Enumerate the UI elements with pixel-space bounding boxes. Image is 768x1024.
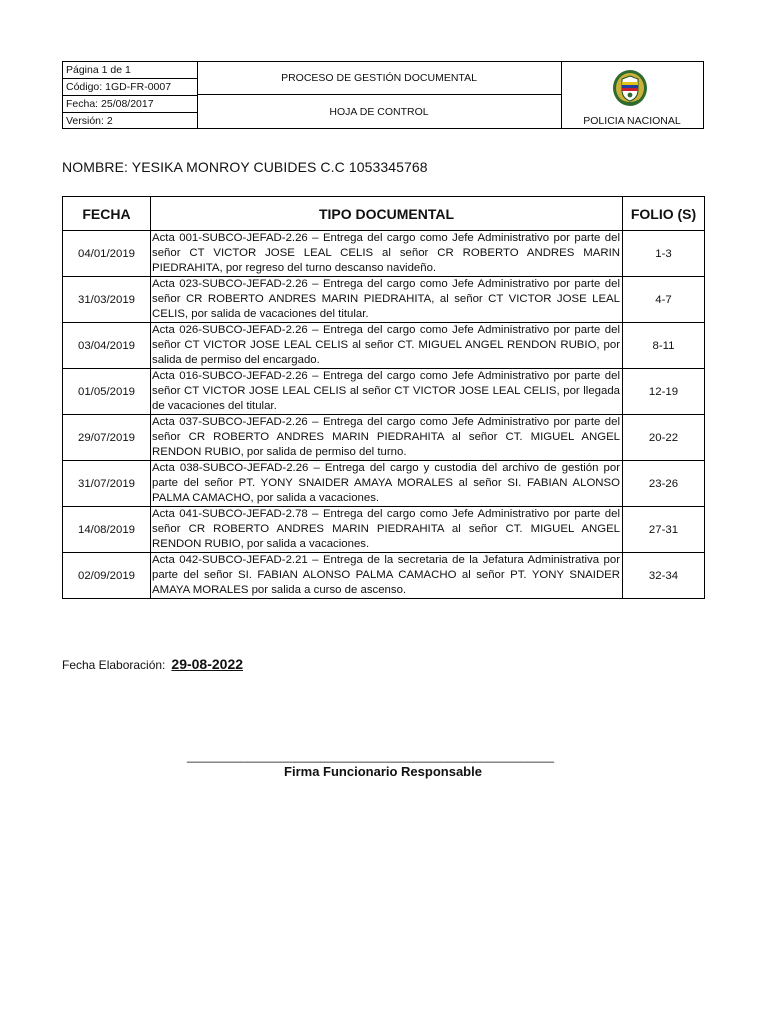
table-row (63, 231, 705, 277)
elaboration-value: 29-08-2022 (171, 656, 244, 672)
cell-fecha: 14/08/2019 (63, 507, 151, 553)
cell-fecha: 31/07/2019 (63, 461, 151, 507)
cell-tipo: Acta 042-SUBCO-JEFAD-2.21 – Entrega de la secretaria de la Jefatura Administrativa por parte del señor SI. FABIAN ALONSO PALMA CAMACHO al señor PT. YONY SNAIDER AMAYA MORALES por salida a curso de ascenso. (151, 553, 623, 599)
signature-label-text: Firma Funcionario Responsable (284, 764, 482, 779)
cell-folio: 27-31 (623, 507, 705, 553)
table-row (63, 277, 705, 323)
document-date: Fecha: 25/08/2017 (63, 96, 197, 113)
cell-folio: 4-7 (623, 277, 705, 323)
cell-fecha: 02/09/2019 (63, 553, 151, 599)
cell-fecha: 04/01/2019 (63, 231, 151, 277)
elaboration-date (62, 656, 243, 672)
signature-line: _______________________________________________________ (187, 749, 555, 763)
process-title: PROCESO DE GESTIÓN DOCUMENTAL (197, 62, 561, 95)
column-header-tipo: TIPO DOCUMENTAL (151, 197, 623, 231)
cell-folio: 20-22 (623, 415, 705, 461)
police-shield-logo-icon (611, 68, 649, 108)
document-code: Código: 1GD-FR-0007 (63, 79, 197, 96)
document-version: Versión: 2 (66, 115, 113, 127)
control-table (62, 196, 705, 599)
column-header-fecha: FECHA (63, 197, 151, 231)
header-titles (197, 62, 562, 128)
cell-folio: 1-3 (623, 231, 705, 277)
cell-tipo: Acta 023-SUBCO-JEFAD-2.26 – Entrega del cargo como Jefe Administrativo por parte del señor CR ROBERTO ANDRES MARIN PIEDRAHITA, al señor CT VICTOR JOSE LEAL CELIS, por salida de vacaciones del titular. (151, 277, 623, 323)
cell-folio: 12-19 (623, 369, 705, 415)
cell-tipo: Acta 016-SUBCO-JEFAD-2.26 – Entrega del cargo como Jefe Administrativo por parte del señor CT VICTOR JOSE LEAL CELIS al señor CT VICTOR JOSE LEAL CELIS, por llegada de vacaciones del titular. (151, 369, 623, 415)
table-header-row (63, 197, 705, 231)
column-header-folio: FOLIO (S) (623, 197, 705, 231)
table-row (63, 507, 705, 553)
cell-tipo: Acta 038-SUBCO-JEFAD-2.26 – Entrega del cargo y custodia del archivo de gestión por parte del señor PT. YONY SNAIDER AMAYA MORALES al señor SI. FABIAN ALONSO PALMA CAMACHO, por salida a vacaciones. (151, 461, 623, 507)
cell-fecha: 03/04/2019 (63, 323, 151, 369)
cell-tipo: Acta 041-SUBCO-JEFAD-2.78 – Entrega del cargo como Jefe Administrativo por parte del señor CR ROBERTO ANDRES MARIN PIEDRAHITA al señor CT. MIGUEL ANGEL RENDON RUBIO, por salida a vacaciones. (151, 507, 623, 553)
signature-label (0, 764, 768, 779)
document-header (62, 61, 704, 129)
person-name: NOMBRE: YESIKA MONROY CUBIDES C.C 1053345768 (62, 159, 428, 175)
cell-tipo: Acta 001-SUBCO-JEFAD-2.26 – Entrega del cargo como Jefe Administrativo por parte del señor CT VICTOR JOSE LEAL CELIS al señor CR ROBERTO ANDRES MARIN PIEDRAHITA, por regreso del turno descanso navideño. (151, 231, 623, 277)
organization-name: POLICIA NACIONAL (583, 115, 681, 127)
table-row (63, 323, 705, 369)
table-row (63, 461, 705, 507)
table-row (63, 553, 705, 599)
header-logo-cell (561, 62, 703, 128)
cell-folio: 23-26 (623, 461, 705, 507)
header-meta (63, 62, 198, 128)
sheet-title: HOJA DE CONTROL (329, 106, 429, 118)
cell-fecha: 31/03/2019 (63, 277, 151, 323)
cell-tipo: Acta 037-SUBCO-JEFAD-2.26 – Entrega del cargo como Jefe Administrativo por parte del señor CR ROBERTO ANDRES MARIN PIEDRAHITA al señor CT. MIGUEL ANGEL RENDON RUBIO, por salida de permiso del turno. (151, 415, 623, 461)
page-number: Página 1 de 1 (63, 62, 197, 79)
cell-folio: 32-34 (623, 553, 705, 599)
cell-fecha: 01/05/2019 (63, 369, 151, 415)
table-row (63, 415, 705, 461)
cell-fecha: 29/07/2019 (63, 415, 151, 461)
cell-folio: 8-11 (623, 323, 705, 369)
cell-tipo: Acta 026-SUBCO-JEFAD-2.26 – Entrega del cargo como Jefe Administrativo por parte del señor CT VICTOR JOSE LEAL CELIS al señor CT. MIGUEL ANGEL RENDON RUBIO, por salida de permiso del encargado. (151, 323, 623, 369)
elaboration-label: Fecha Elaboración: (62, 658, 166, 672)
table-row (63, 369, 705, 415)
